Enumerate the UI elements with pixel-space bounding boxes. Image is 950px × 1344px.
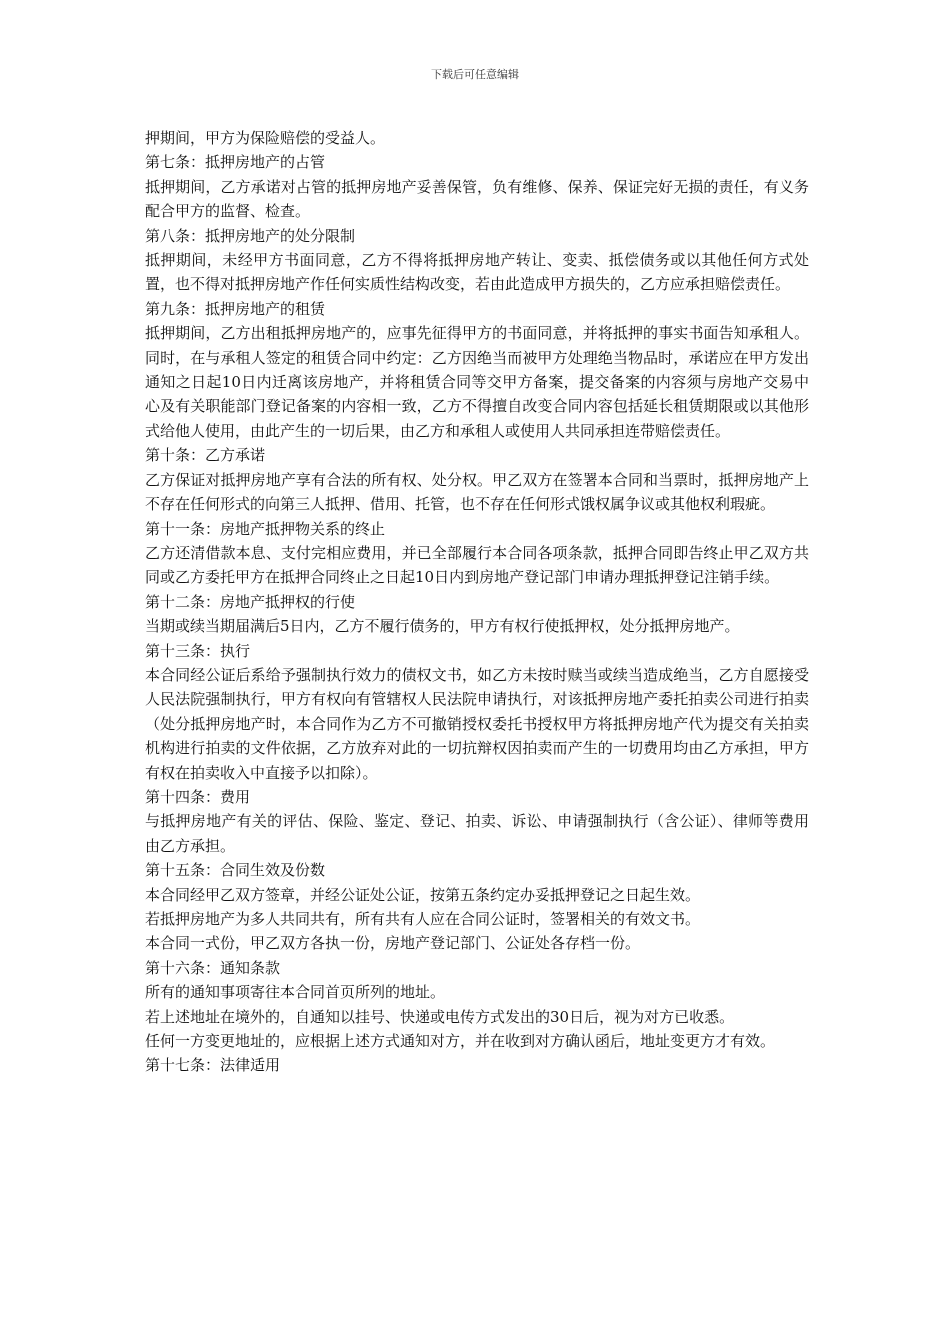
paragraph: 所有的通知事项寄往本合同首页所列的地址。 <box>145 983 446 1002</box>
article-heading-8: 第八条：抵押房地产的处分限制 <box>145 226 356 245</box>
article-heading-13: 第十三条：执行 <box>145 641 251 660</box>
article-heading-17: 第十七条：法律适用 <box>145 1056 281 1075</box>
paragraph: 本合同经甲乙双方签章，并经公证处公证，按第五条约定办妥抵押登记之日起生效。 <box>145 885 701 904</box>
article-heading-15: 第十五条：合同生效及份数 <box>145 861 326 880</box>
paragraph: 本合同经公证后系给予强制执行效力的债权文书，如乙方未按时赎当或续当造成绝当，乙方自愿接受人民法院强制执行，甲方有权向有管辖权人民法院申请执行，对该抵押房地产委托拍卖公司进行拍卖（处分抵押房地产时，本合同作为乙方不可撤销授权委托书授权甲方将抵押房地产代为提交有关拍卖机构进行拍卖的文件依据，乙方放弃对此的一切抗辩权因拍卖而产生的一切费用均由乙方承担，甲方有权在拍卖收入中直接予以扣除）。 <box>145 665 809 782</box>
article-heading-12: 第十二条：房地产抵押权的行使 <box>145 592 356 611</box>
page-header: 下载后可任意编辑 <box>431 68 519 81</box>
paragraph: 乙方还清借款本息、支付完相应费用，并已全部履行本合同各项条款，抵押合同即告终止甲乙双方共同或乙方委托甲方在抵押合同终止之日起10日内到房地产登记部门申请办理抵押登记注销手续。 <box>145 543 809 587</box>
article-heading-10: 第十条：乙方承诺 <box>145 446 266 465</box>
article-heading-16: 第十六条：通知条款 <box>145 958 281 977</box>
paragraph: 当期或续当期届满后5日内，乙方不履行债务的，甲方有权行使抵押权，处分抵押房地产。 <box>145 617 740 636</box>
paragraph: 乙方保证对抵押房地产享有合法的所有权、处分权。甲乙双方在签署本合同和当票时，抵押房地产上不存在任何形式的向第三人抵押、借用、托管，也不存在任何形式饿权属争议或其他权利瑕疵。 <box>145 470 809 514</box>
paragraph: 若上述地址在境外的，自通知以挂号、快递或电传方式发出的30日后，视为对方已收悉。 <box>145 1007 735 1026</box>
paragraph: 与抵押房地产有关的评估、保险、鉴定、登记、拍卖、诉讼、申请强制执行（含公证）、律师等费用由乙方承担。 <box>145 812 809 855</box>
paragraph: 本合同一式份，甲乙双方各执一份，房地产登记部门、公证处各存档一份。 <box>145 934 641 953</box>
paragraph: 抵押期间，未经甲方书面同意，乙方不得将抵押房地产转让、变卖、抵偿债务或以其他任何方式处置，也不得对抵押房地产作任何实质性结构改变，若由此造成甲方损失的，乙方应承担赔偿责任。 <box>145 251 809 294</box>
document-body <box>145 126 809 1078</box>
paragraph: 抵押期间，乙方出租抵押房地产的，应事先征得甲方的书面同意，并将抵押的事实书面告知承租人。同时，在与承租人签定的租赁合同中约定：乙方因绝当而被甲方处理绝当物品时，承诺应在甲方发出通知之日起10日内迁离该房地产，并将租赁合同等交甲方备案，提交备案的内容须与房地产交易中心及有关职能部门登记备案的内容相一致，乙方不得擅自改变合同内容包括延长租赁期限或以其他形式给他人使用，由此产生的一切后果，由乙方和承租人或使用人共同承担连带赔偿责任。 <box>145 324 809 440</box>
article-heading-14: 第十四条：费用 <box>145 787 251 806</box>
paragraph: 若抵押房地产为多人共同共有，所有共有人应在合同公证时，签署相关的有效文书。 <box>145 910 701 928</box>
article-heading-9: 第九条：抵押房地产的租赁 <box>145 299 326 318</box>
paragraph: 抵押期间，乙方承诺对占管的抵押房地产妥善保管，负有维修、保养、保证完好无损的责任，有义务配合甲方的监督、检查。 <box>145 177 809 221</box>
paragraph: 押期间，甲方为保险赔偿的受益人。 <box>145 129 386 147</box>
paragraph: 任何一方变更地址的，应根据上述方式通知对方，并在收到对方确认函后，地址变更方才有效。 <box>145 1032 776 1051</box>
article-heading-7: 第七条：抵押房地产的占管 <box>145 153 326 172</box>
article-heading-11: 第十一条：房地产抵押物关系的终止 <box>145 519 386 538</box>
